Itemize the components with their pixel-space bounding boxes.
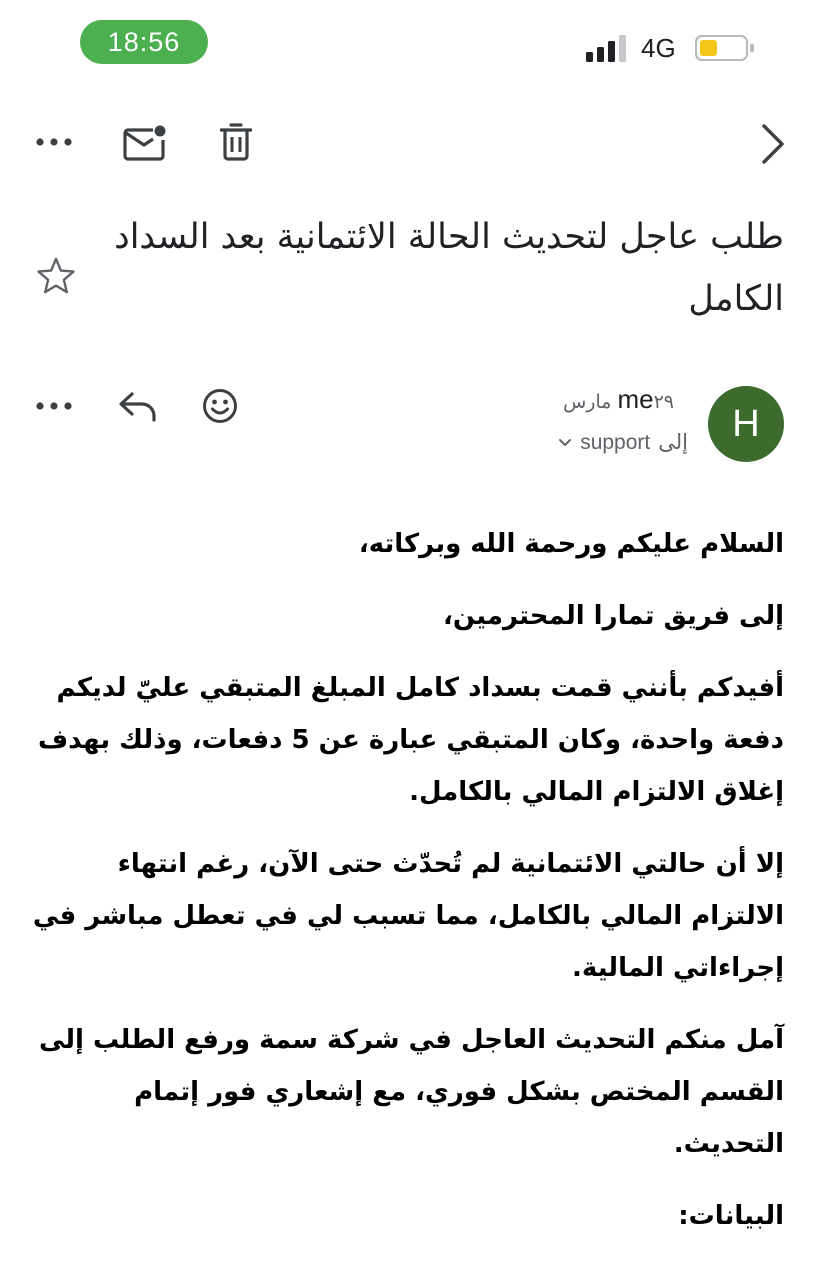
body-paragraph: آمل منكم التحديث العاجل في شركة سمة ورفع الطلب إلى القسم المختص بشكل فوري، مع إشعاري فور إتمام التحديث. xyxy=(38,1025,784,1159)
to-label: إلى xyxy=(658,430,688,454)
star-icon[interactable] xyxy=(36,256,76,296)
trash-icon[interactable] xyxy=(220,122,252,162)
network-type: 4G xyxy=(641,33,676,63)
recipient-details-toggle[interactable] xyxy=(558,430,688,455)
chevron-right-icon[interactable] xyxy=(758,122,788,166)
sender-avatar[interactable]: H xyxy=(708,386,784,462)
data-heading: البيانات: xyxy=(678,1201,784,1231)
sender-line xyxy=(563,384,688,415)
mark-unread-icon[interactable] xyxy=(123,124,167,162)
more-options-icon[interactable] xyxy=(34,394,74,418)
greeting: السلام عليكم ورحمة الله وبركاته، xyxy=(358,529,784,559)
email-subject: طلب عاجل لتحديث الحالة الائتمانية بعد السداد الكامل xyxy=(114,217,784,319)
body-paragraph: إلا أن حالتي الائتمانية لم تُحدّث حتى الآن، رغم انتهاء الالتزام المالي بالكامل، مما تسبب لي في تعطل مباشر في إجراءاتي المالية. xyxy=(32,849,784,983)
more-options-icon[interactable] xyxy=(34,130,74,154)
chevron-down-icon[interactable] xyxy=(558,438,572,448)
battery-icon xyxy=(695,34,755,62)
sent-date: ٢٩ مارس xyxy=(563,391,674,413)
recipient-name: support xyxy=(580,431,651,454)
email-body xyxy=(30,518,784,1262)
sender-name: me xyxy=(617,384,654,414)
status-time: 18:56 xyxy=(80,20,208,64)
addressee: إلى فريق تمارا المحترمين، xyxy=(443,601,784,631)
reply-icon[interactable] xyxy=(118,390,158,422)
emoji-reaction-icon[interactable] xyxy=(202,388,238,424)
body-paragraph: أفيدكم بأنني قمت بسداد كامل المبلغ المتبقي عليّ لديكم دفعة واحدة، وكان المتبقي عبارة عن 5 دفعات، وذلك بهدف إغلاق الالتزام المالي بالكامل. xyxy=(37,673,784,807)
signal-strength-icon xyxy=(586,34,632,62)
